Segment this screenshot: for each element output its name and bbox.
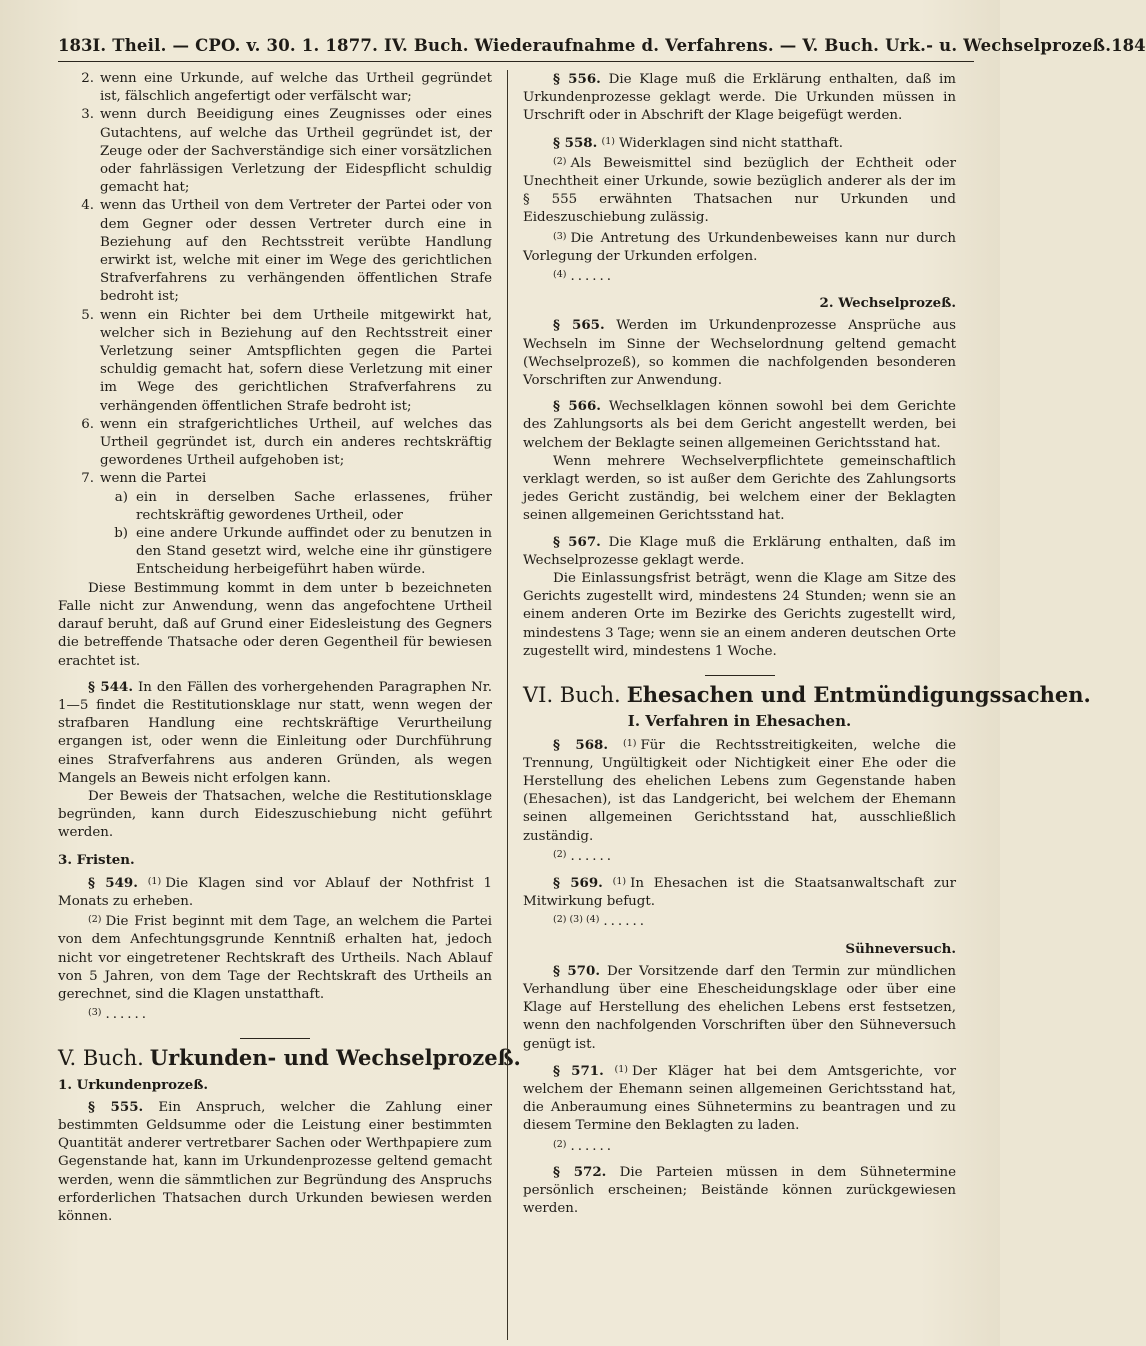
section-divider [705,675,775,676]
section-556 [523,70,956,126]
section-555 [58,1098,492,1226]
section-text: Der Kläger hat bei dem Amtsgerichte, vor welchem der Ehemann seinen allgemeinen Gerichtsstand hat, die Anberaumung eines Sühnetermins zu beantragen und zu diesem Termine den Beklagten zu laden. [523,1063,956,1134]
subheading-suehneversuch: Sühneversuch. [845,940,956,957]
two-column-body [58,70,1091,1340]
section-549-2 [58,911,492,1004]
sub-item-letter: b) [114,526,128,542]
item-number: 6. [81,416,94,432]
section-text: In Ehesachen ist die Staatsanwaltschaft zur Mitwirkung befugt. [523,875,956,910]
section-number: § 565. [553,317,605,334]
omission-line [523,266,956,286]
book-title: Urkunden- und Wechselprozeß. [149,1045,521,1071]
section-558-2 [523,153,956,228]
section-text: Ein Anspruch, welcher die Zahlung einer bestimmten Geldsumme oder die Leistung einer bestimmten Quantität anderer vertretbarer Sachen oder Werthpapiere zum Gegenstande hat, kann im Urkundenprozesse geltend gemacht werden, wenn die sämmtlichen zur Begründung des Anspruchs erforderlichen Thatsachen durch Urkunden bewiesen werden können. [58,1099,492,1224]
section-544 [58,678,492,788]
sub-item [100,489,492,525]
section-571 [523,1061,956,1136]
subsection-mark: (2) [553,1138,567,1150]
right-column [507,70,1091,1340]
paragraph: Die Einlassungsfrist beträgt, wenn die Klage am Sitze des Gerichts zugestellt wird, mindestens 24 Stunden; wenn sie an einem anderen Orte im Bezirke des Gerichts zugestellt wird, mindestens 3 Tage; wenn sie an einem anderen deutschen Orte zugestellt wird, mindestens 1 Woche. [523,571,956,659]
omission-dots: ...... [570,269,615,285]
subsection-mark: (1) [614,1063,628,1075]
sub-item-text: eine andere Urkunde auffindet oder zu benutzen in den Stand gesetzt wird, welche eine ihr günstigere Entscheidung herbeigeführt haben würde. [136,526,492,578]
subsection-mark: (2) [553,155,567,167]
book-heading-v [58,1045,521,1071]
section-text: Für die Rechtsstreitigkeiten, welche die Trennung, Ungültigkeit oder Nichtigkeit einer Ehe oder die Herstellung des ehelichen Lebens zum Gegenstande haben (Ehesachen), ist das Landgericht, bei welchem der Ehemann seinen allgemeinen Gerichtsstand hat, ausschließlich zuständig. [523,737,957,844]
item-text: wenn die Partei [100,471,207,487]
section-text: Werden im Urkundenprozesse Ansprüche aus Wechseln im Sinne der Wechselordnung geltend gemacht (Wechselprozeß), so kommen die nachfolgenden besonderen Vorschriften zur Anwendung. [523,318,956,389]
subheading-ehesachen: I. Verfahren in Ehesachen. [627,712,852,731]
list-item [58,106,492,197]
subsection-mark: (2) (3) (4) [553,914,600,926]
item-text: wenn eine Urkunde, auf welche das Urtheil gegründet ist, fälschlich angefertigt oder verfälscht war; [100,71,492,105]
section-number: § 568. [553,736,609,753]
section-text: Wechselklagen können sowohl bei dem Gerichte des Zahlungsorts als bei dem Gericht angestellt werden, bei welchem der Beklagte seinen allgemeinen Gerichtsstand hat. [523,399,956,451]
subsection-mark: (3) [88,1007,102,1019]
book-title: Ehesachen und Entmündigungssachen. [626,682,1091,708]
subsection-mark: (1) [147,875,162,887]
subsection-mark: (2) [88,914,102,926]
book-heading-vi [523,682,1091,708]
item-text: wenn ein Richter bei dem Urtheile mitgewirkt hat, welcher sich in Beziehung auf den Rechtsstreit einer Verletzung seiner Amtspflichten gegen die Partei schuldig gemacht hat, sofern diese Verletzung mit einer im Wege des gerichtlichen Strafverfahrens zu verhängenden öffentlichen Strafe bedroht ist; [100,307,492,414]
section-text: In den Fällen des vorhergehenden Paragraphen Nr. 1—5 findet die Restitutionsklage nur statt, wenn wegen der strafbaren Handlung eine rechtskräftige Verurtheilung ergangen ist, oder wenn die Einleitung oder Durchführung eines Strafverfahrens aus anderen Gründen, als wegen Mangels an Beweis nicht erfolgen kann. [58,679,492,786]
omission-dots: ...... [570,848,615,864]
section-number: § 572. [553,1163,607,1180]
item-text: wenn das Urtheil von dem Vertreter der Partei oder von dem Gegner oder dessen Vertreter durch eine in Beziehung auf den Rechtsstreit verübte Handlung erwirkt ist, welche mit einer im Wege des gerichtlichen Strafverfahrens zu verhängenden öffentlichen Strafe bedroht ist; [100,198,492,305]
section-number: § 566. [553,398,601,415]
item-number: 3. [81,107,94,123]
item-number: 7. [81,471,94,487]
section-number: § 556. [553,71,601,87]
header-title: I. Theil. — CPO. v. 30. 1. 1877. IV. Buch. Wiederaufnahme d. Verfahrens. — V. Buch. Urk.- u. Wechselprozeß. [92,36,1112,55]
section-number: § 558. [553,134,598,151]
section-text: Die Klagen sind vor Ablauf der Nothfrist 1 Monats zu erheben. [58,875,492,909]
subheading-fristen: 3. Fristen. [58,851,135,868]
paragraph: Der Beweis der Thatsachen, welche die Restitutionsklage begründen, kann durch Eideszuschiebung nicht geführt werden. [58,788,492,841]
omission-line [523,911,956,931]
item-text: wenn ein strafgerichtliches Urtheil, auf welches das Urtheil gegründet ist, durch ein anderes rechtskräftig gewordenes Urtheil aufgehoben ist; [100,416,492,469]
omission-dots: ...... [603,914,647,930]
section-text: Der Vorsitzende darf den Termin zur mündlichen Verhandlung über eine Ehescheidungsklage oder über eine Klage auf Herstellung des ehelichen Lebens erst festsetzen, wenn den nachfolgenden Vorschriften über den Sühneversuch genügt ist. [523,963,956,1052]
section-569 [523,873,956,911]
subsection-mark: (2) [553,848,567,860]
subheading-wechselprozess: 2. Wechselprozeß. [819,295,956,312]
section-number: § 567. [553,533,601,550]
subsection-mark: (1) [601,135,616,147]
section-text: Die Antretung des Urkundenbeweises kann nur durch Vorlegung der Urkunden erfolgen. [523,230,956,264]
item-number: 2. [81,71,94,86]
running-header [58,36,1146,62]
section-text: Als Beweismittel sind bezüglich der Echtheit oder Unechtheit einer Urkunde, sowie bezüglich anderer als der im § 555 erwähnten Thatsachen nur Urkunden und Eideszuschiebung zulässig. [523,155,956,226]
paragraph: Wenn mehrere Wechselverpflichtete gemeinschaftlich verklagt werden, so ist außer dem Gerichte des Zahlungsorts jedes Gericht zuständig, bei welchem einer der Beklagten seinen allgemeinen Gerichtsstand hat. [523,453,956,524]
omission-dots: ...... [105,1007,150,1023]
item-number: 5. [81,307,94,323]
subheading-urkundenprozess: 1. Urkundenprozeß. [58,1076,209,1093]
section-number: § 544. [88,678,134,695]
book-number: VI. Buch. [523,683,621,708]
left-column [58,70,521,1340]
section-572 [523,1163,956,1219]
section-567 [523,533,956,570]
sub-item-letter: a) [114,489,128,505]
section-566 [523,397,956,453]
paragraph: Diese Bestimmung kommt in dem unter b bezeichneten Falle nicht zur Anwendung, wenn das angefochtene Urtheil darauf beruht, daß auf Grund einer Eidesleistung des Gegners die betreffende Thatsache oder deren Gegentheil für bewiesen erachtet ist. [58,580,492,669]
section-text: Widerklagen sind nicht statthaft. [619,135,843,151]
section-558-3 [523,228,956,266]
omission-line [58,1004,492,1024]
section-text: Die Frist beginnt mit dem Tage, an welchem die Partei von dem Anfechtungsgrunde Kenntniß erhalten hat, jedoch nicht vor eingetretener Rechtskraft des Urtheils. Nach Ablauf von 5 Jahren, von dem Tage der Rechtskraft des Urtheils an gerechnet, sind die Klagen unstatthaft. [58,914,492,1002]
section-568 [523,735,956,846]
section-549 [58,873,492,911]
list-item [58,307,492,416]
list-item [58,70,492,106]
section-number: § 570. [553,962,600,979]
section-565 [523,316,956,390]
section-570 [523,962,956,1054]
subsection-mark: (1) [612,875,627,887]
list-item [58,416,492,471]
list-item [58,197,492,306]
subsection-mark: (3) [553,230,567,242]
sub-item [100,525,492,580]
omission-line [523,846,956,866]
right-page-number: 184 [1111,36,1146,55]
section-number: § 549. [88,874,138,891]
sub-item-text: ein in derselben Sache erlassenes, früher rechtskräftig gewordenes Urtheil, oder [136,489,492,523]
section-558 [523,133,956,153]
list-item [58,470,492,488]
left-page-number: 183 [58,36,93,55]
section-text: Die Klage muß die Erklärung enthalten, daß im Wechselprozesse geklagt werde. [523,534,956,568]
section-text: Die Klage muß die Erklärung enthalten, daß im Urkundenprozesse geklagt werde. Die Urkunden müssen in Urschrift oder in Abschrift der Klage beigefügt werden. [523,72,956,124]
section-number: § 569. [553,874,603,891]
item-number: 4. [81,198,94,214]
subsection-mark: (1) [623,737,637,749]
omission-dots: ...... [570,1138,615,1154]
omission-line [523,1136,956,1156]
subsection-mark: (4) [553,269,567,281]
section-number: § 555. [88,1098,144,1115]
item-text: wenn durch Beeidigung eines Zeugnisses oder eines Gutachtens, auf welche das Urtheil gegründet ist, der Zeuge oder der Sachverständige sich einer vorsätzlichen oder fahrlässigen Verletzung der Eidespflicht schuldig gemacht hat; [100,107,492,196]
section-divider [240,1038,310,1039]
section-number: § 571. [553,1062,604,1079]
section-text: Die Parteien müssen in dem Sühnetermine persönlich erscheinen; Beistände können zurückgewiesen werden. [523,1164,956,1217]
book-number: V. Buch. [58,1046,144,1071]
